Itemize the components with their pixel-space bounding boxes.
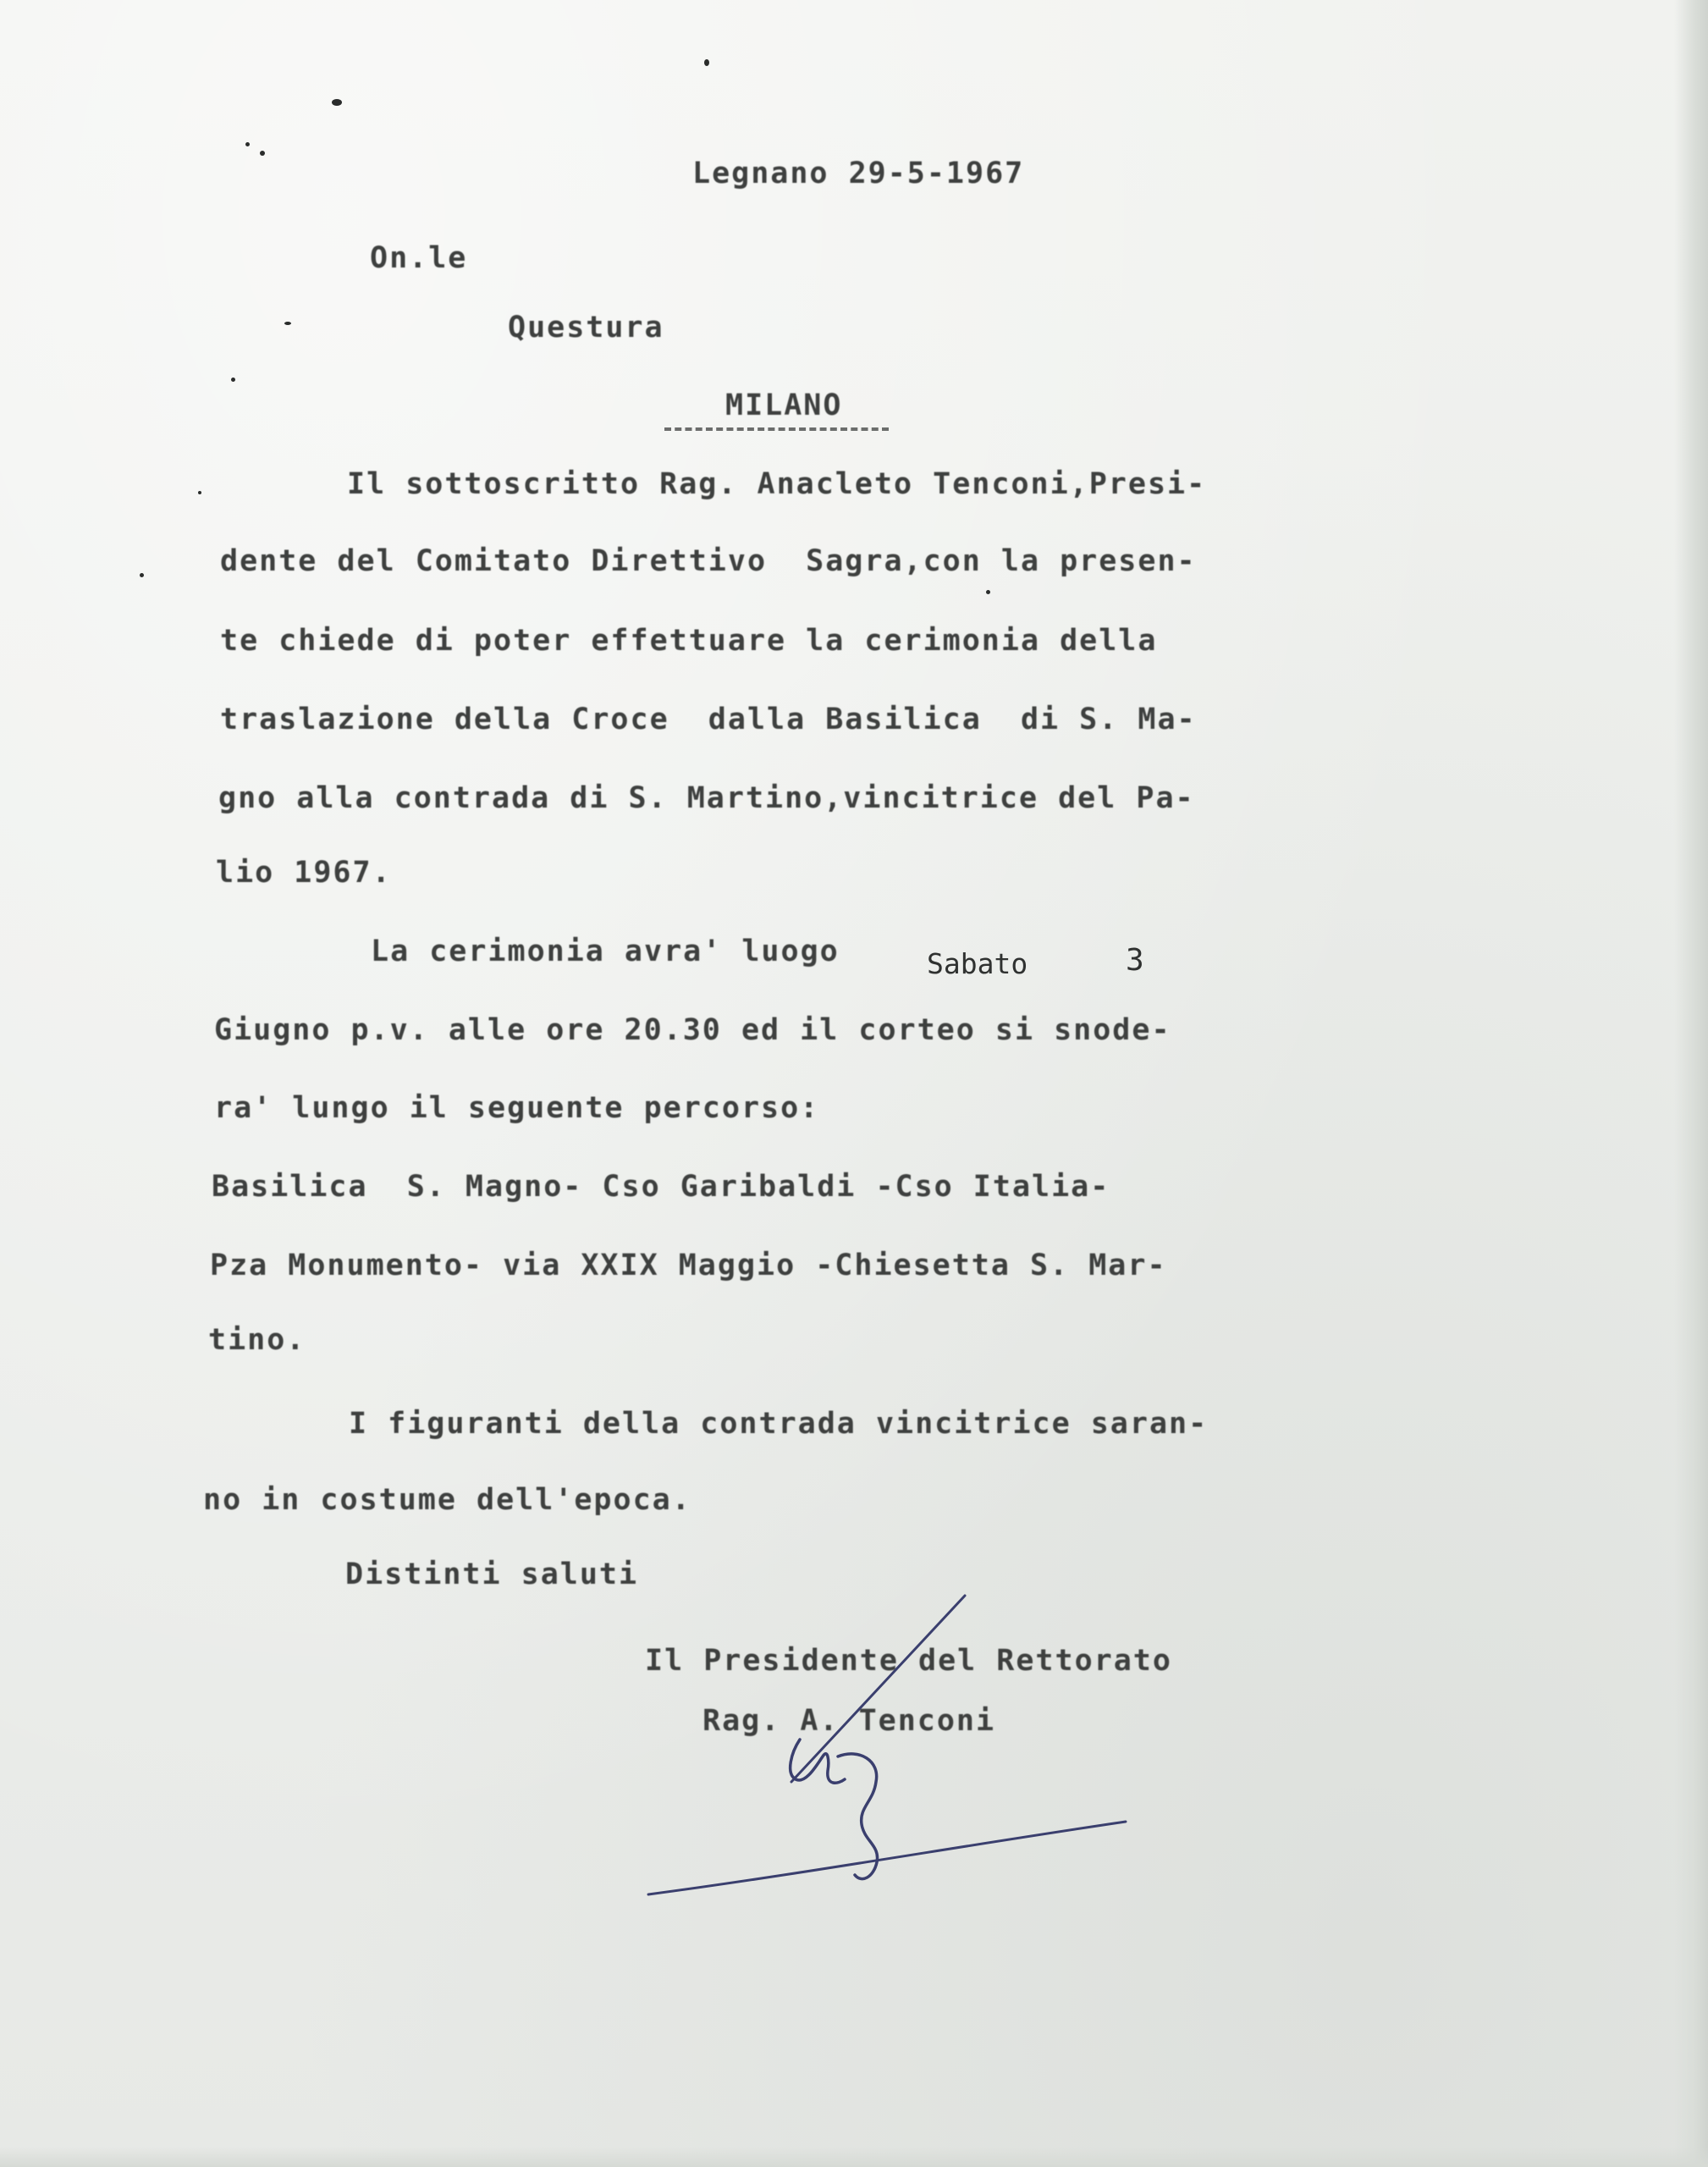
closing: Distinti saluti: [345, 1558, 639, 1591]
ink-speck: [284, 322, 291, 325]
body-line: Basilica S. Magno- Cso Garibaldi -Cso Italia-: [212, 1170, 1110, 1204]
ink-speck: [245, 142, 250, 146]
body-line: La cerimonia avra' luogo: [371, 935, 840, 968]
ink-speck: [198, 491, 201, 494]
body-line: tino.: [208, 1323, 306, 1357]
body-line: gno alla contrada di S. Martino,vincitrice del Pa-: [218, 781, 1195, 815]
body-line: Il sottoscritto Rag. Anacleto Tenconi,Presi-: [347, 467, 1207, 501]
inserted-day: Sabato: [927, 947, 1028, 980]
paper-bottom-edge: [0, 2147, 1708, 2167]
ink-speck: [231, 378, 235, 382]
body-line: lio 1967.: [216, 856, 392, 890]
ink-speck: [986, 590, 990, 594]
city-underline: [664, 427, 889, 436]
salutation: On.le: [370, 241, 468, 275]
body-line: traslazione della Croce dalla Basilica di S. Ma-: [220, 703, 1197, 736]
body-line: Giugno p.v. alle ore 20.30 ed il corteo si snode-: [214, 1013, 1171, 1047]
body-line: Pza Monumento- via XXIX Maggio -Chiesetta S. Mar-: [210, 1249, 1167, 1282]
signature-name: Rag. A. Tenconi: [702, 1704, 996, 1738]
body-line: te chiede di poter effettuare la cerimonia della: [220, 624, 1158, 658]
signature-title: Il Presidente del Rettorato: [645, 1644, 1172, 1678]
ink-speck: [704, 59, 709, 66]
paper-right-edge: [1674, 0, 1708, 2167]
ink-speck: [260, 151, 265, 156]
recipient: Questura: [508, 311, 664, 345]
ink-speck: [140, 573, 144, 577]
body-line: I figuranti della contrada vincitrice saran-: [349, 1407, 1209, 1441]
handwritten-signature: [626, 1583, 1151, 1922]
body-line: dente del Comitato Direttivo Sagra,con la presen-: [220, 544, 1197, 578]
inserted-date: 3: [1126, 943, 1144, 978]
place-date: Legnano 29-5-1967: [692, 157, 1025, 190]
body-line: ra' lungo il seguente percorso:: [214, 1091, 820, 1125]
ink-speck: [332, 99, 342, 106]
recipient-city: MILANO: [725, 389, 843, 422]
body-line: no in costume dell'epoca.: [203, 1483, 691, 1517]
